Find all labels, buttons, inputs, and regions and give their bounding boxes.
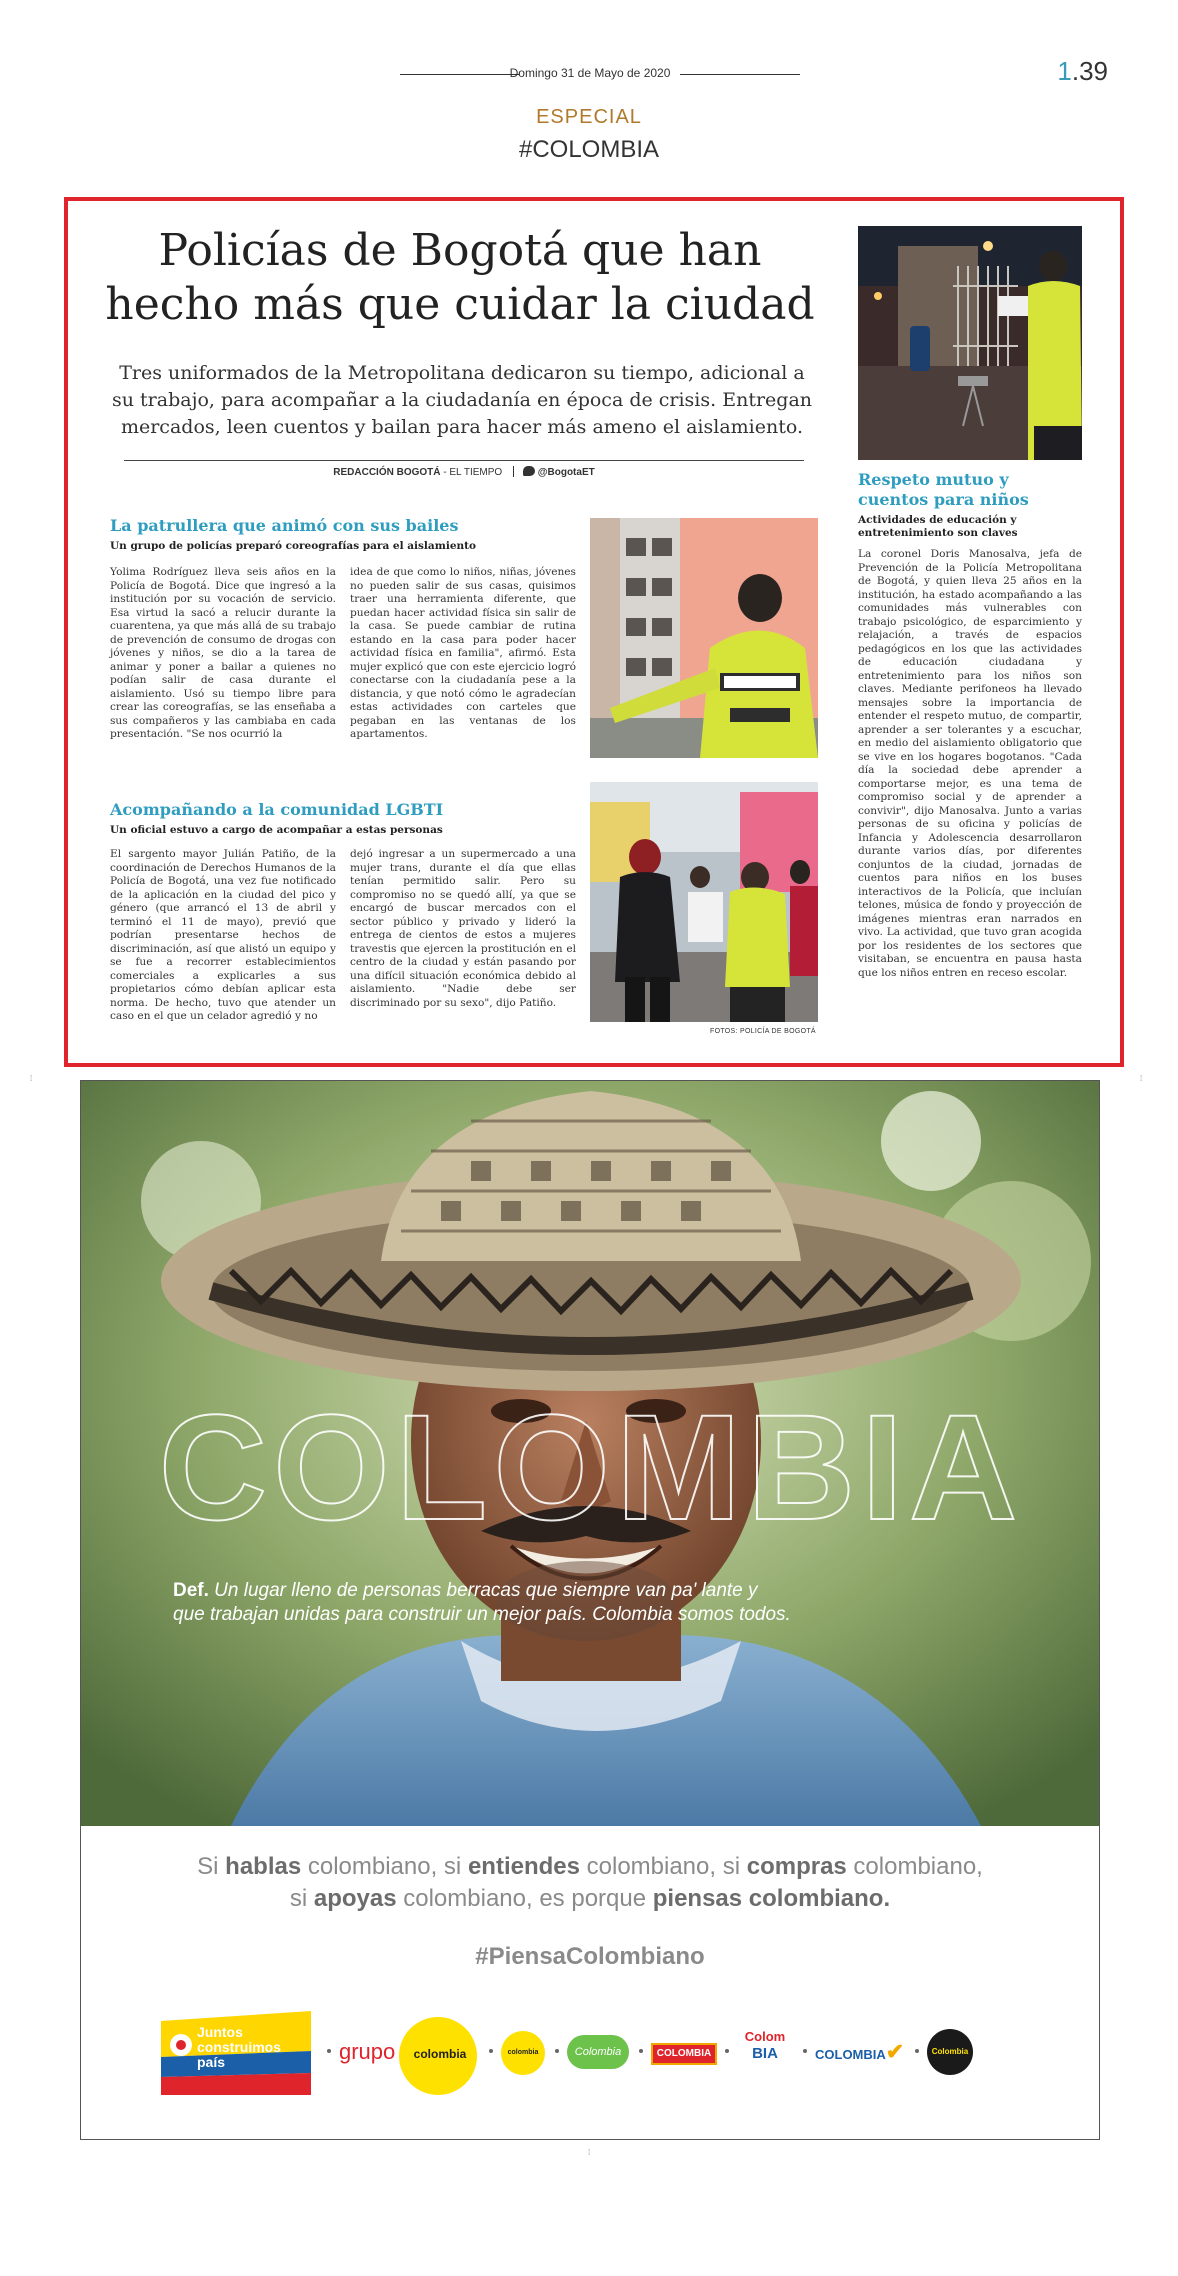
article-deck: Tres uniformados de la Metropolitana dedicaron su tiempo, adicional a su trabajo, para acompañar a la ciudadanía en época de crisis. Entregan mercados, leen cuentos y bailan para hacer más ameno el aislamiento. bbox=[112, 362, 813, 438]
section2-title: Acompañando a la comunidad LGBTI bbox=[110, 800, 444, 819]
section1-col2: idea de que como lo niños, niñas, jóvenes no pueden salir de sus casas, quisimos traer una herramienta diferente, que puedan hacer actividad física sin salir de la casa. Se puede cambiar de rutina estando en la casa para poder hacer actividad física en familia", afirmó. Esta mujer explicó que con este ejercicio logró conectarse con la ciudadanía pese a la distancia, y que notó cómo le agradecían estas actividades con carteles que pegaban en las ventanas de los apartamentos. bbox=[350, 566, 576, 740]
logo-colombia-black: Colombia bbox=[927, 2029, 973, 2075]
separator-dot bbox=[327, 2049, 331, 2053]
separator-dot bbox=[725, 2049, 729, 2053]
section-label: ESPECIAL bbox=[536, 106, 642, 128]
logo-colombia-stacked: Colom BIA bbox=[744, 2029, 786, 2062]
section-title: #COLOMBIA bbox=[518, 136, 660, 163]
logo-grupo-colombia: grupo colombia bbox=[339, 2023, 479, 2083]
section2-kicker: Un oficial estuvo a cargo de acompañar a estas personas bbox=[110, 824, 443, 836]
photo-lgbti-street bbox=[590, 782, 818, 1022]
article-headline: Policías de Bogotá que han hecho más que cuidar la ciudad bbox=[105, 225, 815, 330]
logo-colombia-check: COLOMBIA✔ bbox=[815, 2039, 905, 2064]
photo-credit: FOTOS: POLICÍA DE BOGOTÁ bbox=[710, 1028, 816, 1035]
logo-juntos-construimos-pais: Juntos construimos país bbox=[161, 2011, 311, 2095]
photo-storytelling-night bbox=[858, 226, 1082, 460]
byline-rule bbox=[124, 460, 804, 461]
separator-dot bbox=[803, 2049, 807, 2053]
twitter-handle[interactable]: @BogotaET bbox=[537, 467, 595, 478]
advertisement-colombia bbox=[80, 1080, 1100, 2140]
section1-title: La patrullera que animó con sus bailes bbox=[110, 516, 459, 535]
section2-col1: El sargento mayor Julián Patiño, de la coordinación de Derechos Humanos de la Policía de Bogotá, una vez fue notificado de la aplicación en la ciudad del pico y género (que arrancó el 13 de abril y terminó el 11 de mayo), previó que podrían presentarse hechos de discriminación, así que alistó un equipo y se fue a recorrer establecimientos comerciales a explicarles a sus propietarios cómo debían aplicar esta norma. De hecho, tuvo que atender un caso en el que un celador agredió y no bbox=[110, 848, 336, 1022]
ad-colombia-outline-word: COLOMBIA bbox=[158, 1383, 1024, 1551]
separator-dot bbox=[489, 2049, 493, 2053]
section3-body: La coronel Doris Manosalva, jefa de Prevención de la Policía Metropolitana de Bogotá, y quien lleva 25 años en la institución, ha estado acompañando a las comunidades más vulnerables con trabajo psicológico, de esparcimiento y relajación, a través de espacios pedagógicos en los que las actividades de educación ciudadana y entretenimiento para los niños son claves. Mediante perifoneos ha llevado mensajes sobre la importancia de entender el respeto mutuo, de compartir, aprender a ser tolerantes y a escuchar, en medio del aislamiento obligatorio que se vive en los hogares bogotanos. "Cada día la sociedad debe aprender a comportarse mejor, es una tema de compromiso social y de aprender a convivir", dijo Manosalva. Junto a varias personas de su oficina y policías de Infancia y Adolescencia desarrollaron durante varios días, por diferentes conjuntos de la ciudad, jornadas de cuentos para niños en los buses interactivos de la Policía, que incluían telones, música de fondo y proyección de imágenes mientras eran narrados en vivo. La actividad, que tuvo gran acogida por los residentes de los sectores que visitaban, se encuentra en pausa hasta que los niños entren en receso escolar. bbox=[858, 548, 1082, 979]
twitter-icon bbox=[523, 466, 535, 476]
section3-title: Respeto mutuo y cuentos para niños bbox=[858, 470, 1029, 509]
ad-photo-farmer bbox=[81, 1081, 1099, 1826]
logo-colombia-yellow: colombia bbox=[501, 2031, 545, 2075]
photo-police-dancing bbox=[590, 518, 818, 758]
byline: REDACCIÓN BOGOTÁ - EL TIEMPO @BogotaET bbox=[333, 467, 595, 478]
issue-date: Domingo 31 de Mayo de 2020 bbox=[509, 66, 671, 80]
ad-hashtag: #PiensaColombiano bbox=[475, 1943, 705, 1970]
ad-slogan: Si hablas colombiano, si entiendes colombiano, si compras colombiano, si apoyas colombiano, es porque piensas colombiano. bbox=[197, 1853, 983, 1912]
separator-dot bbox=[639, 2049, 643, 2053]
crop-mark: ⁞ bbox=[30, 1074, 33, 1083]
crop-mark: ⁞ bbox=[588, 2148, 591, 2157]
section3-kicker: Actividades de educación y entretenimiento son claves bbox=[858, 514, 1018, 539]
section2-col2: dejó ingresar a un supermercado a una mujer trans, durante el día que ellas tenían permitido salir. Pero su compromiso no se quedó allí, ya que se encargó de buscar mercados con el sector público y privado y lideró la entrega de cientos de estos a mujeres travestis que ejercen la prostitución en el centro de la ciudad y están pasando por una difícil situación económica debido al aislamiento. "Nadie debe ser discriminado por su sexo", dijo Patiño. bbox=[350, 848, 576, 1009]
page-number: 1.39 bbox=[1057, 56, 1108, 86]
separator-dot bbox=[915, 2049, 919, 2053]
separator-dot bbox=[555, 2049, 559, 2053]
logo-colombia-red: COLOMBIA bbox=[651, 2043, 717, 2065]
section1-kicker: Un grupo de policías preparó coreografías para el aislamiento bbox=[110, 540, 476, 552]
ad-definition: Def. Un lugar lleno de personas berracas que siempre van pa' lante y que trabajan unidas para construir un mejor país. Colombia somos todos. bbox=[173, 1580, 791, 1625]
section1-col1: Yolima Rodríguez lleva seis años en la Policía de Bogotá. Dice que ingresó a la institución por su vocación de servicio. Esa virtud la sacó a relucir durante la cuarentena, ya que más allá de su trabajo de prevención de consumo de drogas con jóvenes y niños, se dio a la tarea de animar y poner a bailar a quienes no podían salir de casa durante el aislamiento. Usó su tiempo libre para crear las coreografías, se las enseñaba a sus compañeros y las cambiaba en cada presentación. "Se nos ocurrió la bbox=[110, 566, 336, 740]
crop-mark: ⁞ bbox=[1140, 1074, 1143, 1083]
logo-colombia-green: Colombia bbox=[567, 2035, 629, 2069]
